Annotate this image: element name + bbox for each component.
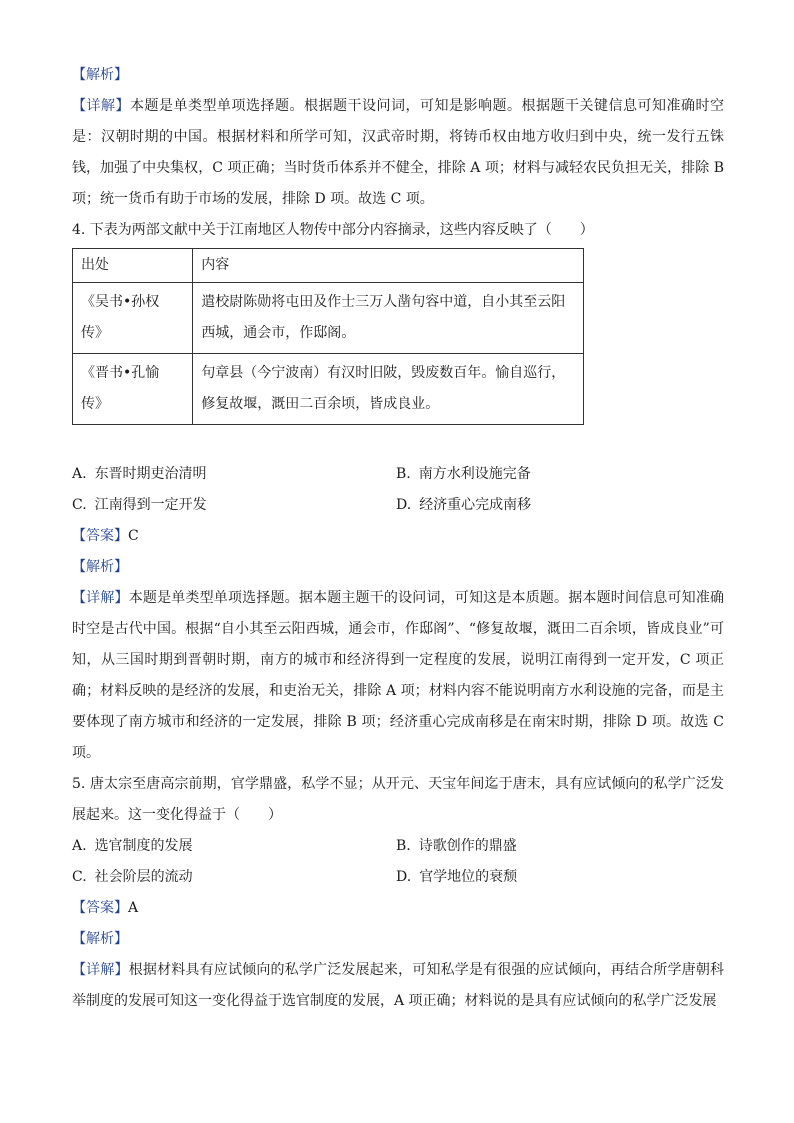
- table-header-row: [73, 249, 584, 283]
- option-text: 江南得到一定开发: [94, 497, 207, 513]
- cell-line: 《吴书•孙权: [81, 294, 160, 310]
- option-b[interactable]: [396, 459, 531, 490]
- spacer: [72, 425, 724, 459]
- option-key: A.: [72, 466, 87, 482]
- option-c[interactable]: [72, 490, 207, 521]
- question-5-answer: [72, 893, 724, 924]
- table-header-source: 出处: [73, 249, 193, 283]
- answer-label: 【答案】: [72, 528, 128, 544]
- analysis-tag: 【解析】: [72, 931, 128, 947]
- option-key: C.: [72, 497, 87, 513]
- table-row: [73, 283, 584, 354]
- option-a[interactable]: [72, 831, 193, 862]
- detail-line: 举制度的发展可知这一变化得益于选官制度的发展，A 项正确；材料说的是具有应试倾向的私学广泛发展: [72, 993, 717, 1009]
- stem-line: 5. 唐太宗至唐高宗前期，官学鼎盛，私学不显；从开元、天宝年间迄于唐末，具有应试倾向的私学广泛发: [72, 776, 724, 792]
- question-5-stem: [72, 769, 724, 831]
- option-text: 选官制度的发展: [94, 838, 193, 854]
- analysis-tag: 【解析】: [72, 67, 128, 83]
- question-4-answer: [72, 521, 724, 552]
- table-cell-content: [193, 354, 584, 425]
- option-key: D.: [396, 497, 412, 513]
- option-b[interactable]: [396, 831, 517, 862]
- option-text: 南方水利设施完备: [418, 466, 531, 482]
- option-d[interactable]: [396, 862, 517, 893]
- detail-line: 本题是单类型单项选择题。根据题干设问词，可知是影响题。根据题干关键信息可知准确时空: [130, 98, 724, 114]
- option-key: B.: [396, 838, 411, 854]
- stem-line: 展起来。这一变化得益于（ ）: [72, 807, 282, 823]
- detail-paragraph: [72, 583, 724, 769]
- answer-label: 【答案】: [72, 900, 128, 916]
- cell-line: 遣校尉陈勋将屯田及作士三万人凿句容中道，自小其至云阳: [201, 294, 566, 310]
- cell-line: 句章县（今宁波南）有汉时旧陂，毁废数百年。愉自巡行，: [201, 365, 566, 381]
- source-table: [72, 248, 584, 425]
- detail-line: 时空是古代中国。根据“自小其至云阳西城，通会市，作邸阁”、“修复故堰，溉田二百余顷，皆成良业”可: [72, 621, 724, 637]
- cell-line: 传》: [81, 325, 109, 341]
- option-key: A.: [72, 838, 87, 854]
- cell-line: 传》: [81, 396, 109, 412]
- option-text: 社会阶层的流动: [94, 869, 193, 885]
- table-header-content: 内容: [193, 249, 584, 283]
- detail-line: 项。: [72, 745, 100, 761]
- detail-label: 【详解】: [72, 590, 129, 606]
- detail-label: 【详解】: [72, 962, 129, 978]
- question-4-options: [72, 459, 724, 521]
- cell-line: 修复故堰，溉田二百余顷，皆成良业。: [201, 396, 440, 412]
- option-key: D.: [396, 869, 412, 885]
- analysis-tag: 【解析】: [72, 559, 128, 575]
- detail-line: 本题是单类型单项选择题。据本题主题干的设问词，可知这是本质题。据本题时间信息可知准确: [128, 590, 725, 606]
- option-text: 经济重心完成南移: [419, 497, 532, 513]
- option-a[interactable]: [72, 459, 207, 490]
- detail-line: 是：汉朝时期的中国。根据材料和所学可知，汉武帝时期，将铸币权由地方收归到中央，统一发行五铢: [72, 129, 724, 145]
- question-5-options: [72, 831, 724, 893]
- table-cell-source: [73, 354, 193, 425]
- detail-line: 要体现了南方城市和经济的一定发展，排除 B 项；经济重心完成南移是在南宋时期，排除 D 项。故选 C: [72, 714, 724, 730]
- detail-label: 【详解】: [72, 98, 130, 114]
- option-text: 诗歌创作的鼎盛: [418, 838, 517, 854]
- option-key: B.: [396, 466, 411, 482]
- option-key: C.: [72, 869, 87, 885]
- cell-line: 《晋书•孔愉: [81, 365, 160, 381]
- option-text: 东晋时期吏治清明: [94, 466, 207, 482]
- table-cell-source: [73, 283, 193, 354]
- table-row: [73, 354, 584, 425]
- detail-paragraph: [72, 91, 724, 215]
- detail-line: 根据材料具有应试倾向的私学广泛发展起来，可知私学是有很强的应试倾向，再结合所学唐朝科: [128, 962, 725, 978]
- detail-line: 确；材料反映的是经济的发展，和吏治无关，排除 A 项；材料内容不能说明南方水利设施的完备，而是主: [72, 683, 724, 699]
- detail-line: 钱，加强了中央集权，C 项正确；当时货币体系并不健全，排除 A 项；材料与减轻农民负担无关，排除 B: [72, 160, 724, 176]
- detail-paragraph: [72, 955, 724, 1017]
- question-4-stem: 4. 下表为两部文献中关于江南地区人物传中部分内容摘录，这些内容反映了（ ）: [72, 222, 594, 238]
- detail-line: 项；统一货币有助于市场的发展，排除 D 项。故选 C 项。: [72, 191, 434, 207]
- cell-line: 西城，通会市，作邸阁。: [201, 325, 356, 341]
- answer-value: A: [128, 900, 139, 916]
- option-c[interactable]: [72, 862, 193, 893]
- answer-value: C: [128, 528, 139, 544]
- document-page: [72, 60, 724, 1017]
- detail-line: 知，从三国时期到晋朝时期，南方的城市和经济得到一定程度的发展，说明江南得到一定开发，C 项正: [72, 652, 724, 668]
- option-d[interactable]: [396, 490, 531, 521]
- table-cell-content: [193, 283, 584, 354]
- option-text: 官学地位的衰颓: [419, 869, 518, 885]
